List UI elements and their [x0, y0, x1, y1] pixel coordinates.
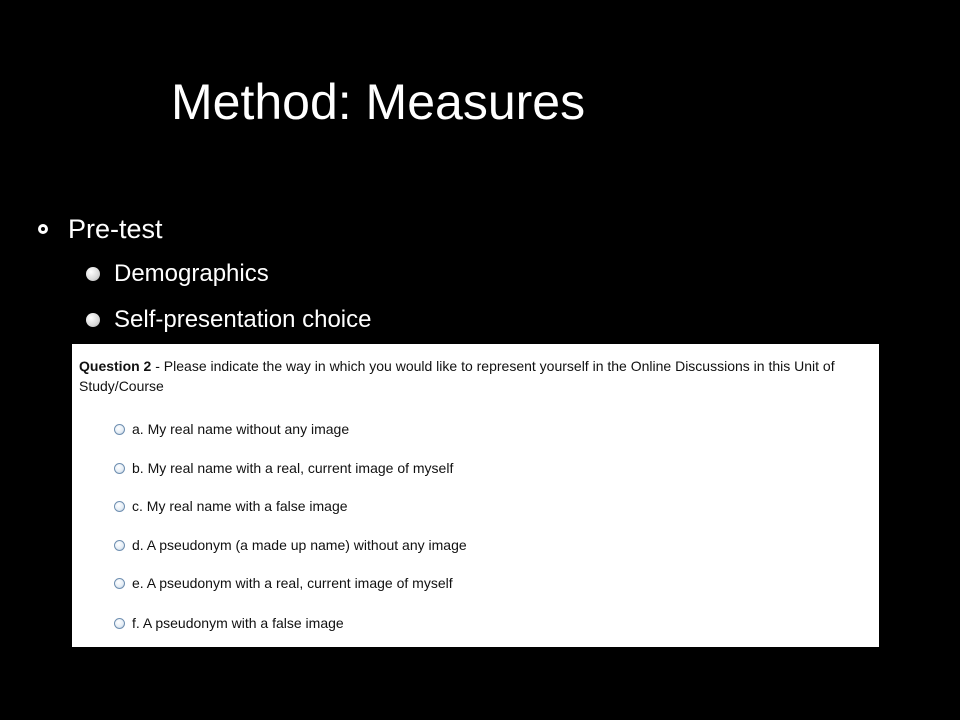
option-label: b. My real name with a real, current image of myself [132, 460, 454, 476]
ring-bullet-icon [38, 224, 48, 234]
sub-bullet-label: Demographics [114, 260, 269, 287]
question-number: Question 2 [79, 358, 152, 374]
option-label: c. My real name with a false image [132, 498, 348, 514]
radio-button[interactable] [114, 424, 125, 435]
option-a[interactable] [114, 419, 349, 439]
sub-bullet-label: Self-presentation choice [114, 306, 372, 333]
option-f[interactable] [114, 613, 344, 633]
dot-bullet-icon [86, 313, 100, 327]
option-e[interactable] [114, 573, 453, 593]
bullet-pre-test [38, 209, 163, 249]
sub-bullet-self-presentation [86, 302, 371, 338]
option-label: a. My real name without any image [132, 421, 350, 437]
option-label: d. A pseudonym (a made up name) without any image [132, 537, 467, 553]
option-c[interactable] [114, 496, 348, 516]
radio-button[interactable] [114, 463, 125, 474]
slide-title: Method: Measures [171, 74, 586, 130]
radio-button[interactable] [114, 540, 125, 551]
option-d[interactable] [114, 535, 467, 555]
option-b[interactable] [114, 458, 453, 478]
radio-button[interactable] [114, 501, 125, 512]
bullet-label: Pre-test [68, 214, 163, 244]
option-label: f. A pseudonym with a false image [132, 615, 344, 631]
sub-bullet-demographics [86, 256, 269, 292]
question-text [79, 356, 869, 396]
option-label: e. A pseudonym with a real, current image of myself [132, 575, 453, 591]
dot-bullet-icon [86, 267, 100, 281]
survey-question-panel [72, 344, 879, 647]
radio-button[interactable] [114, 578, 125, 589]
radio-button[interactable] [114, 618, 125, 629]
question-prompt: - Please indicate the way in which you would like to represent yourself in the Online Discussions in this Unit of Study/Course [79, 358, 835, 394]
